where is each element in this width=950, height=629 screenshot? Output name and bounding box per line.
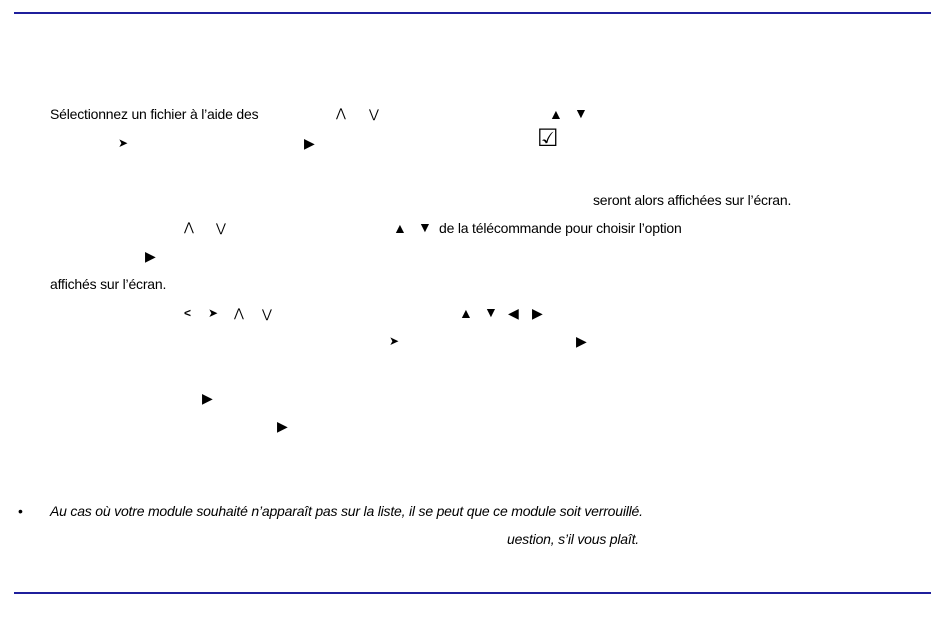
- instruction-text-remote-choose-option: de la télécommande pour choisir l’option: [439, 220, 682, 236]
- bottom-rule: [14, 592, 931, 594]
- triangle-up-icon: ▲: [459, 305, 473, 321]
- right-chevron-icon: ➤: [389, 334, 400, 348]
- instruction-text-select-file: Sélectionnez un fichier à l’aide des: [50, 106, 259, 122]
- right-chevron-icon: ➤: [118, 136, 129, 150]
- down-chevron-icon: ⋁: [369, 107, 379, 121]
- up-chevron-icon: ⋀: [234, 306, 244, 320]
- checkbox-checked-icon: ☑: [537, 125, 559, 152]
- triangle-right-icon: ▶: [576, 333, 587, 349]
- triangle-right-icon: ▶: [277, 418, 288, 434]
- note-bullet: •: [18, 503, 23, 519]
- right-chevron-icon: ➤: [208, 306, 219, 320]
- up-chevron-icon: ⋀: [184, 220, 194, 234]
- triangle-right-icon: ▶: [304, 135, 315, 151]
- left-chevron-icon: <: [184, 306, 192, 320]
- triangle-up-icon: ▲: [549, 106, 563, 122]
- triangle-down-icon: ▼: [574, 105, 588, 121]
- triangle-down-icon: ▼: [418, 219, 432, 235]
- note-please-continued: uestion, s’il vous plaît.: [507, 531, 639, 547]
- triangle-down-icon: ▼: [484, 304, 498, 320]
- triangle-up-icon: ▲: [393, 220, 407, 236]
- up-chevron-icon: ⋀: [336, 106, 346, 120]
- note-module-locked: Au cas où votre module souhaité n’apparaît pas sur la liste, il se peut que ce module soit verrouillé.: [50, 503, 643, 519]
- triangle-right-icon: ▶: [532, 305, 543, 321]
- instruction-text-options-displayed: seront alors affichées sur l’écran.: [593, 192, 792, 208]
- down-chevron-icon: ⋁: [216, 221, 226, 235]
- triangle-left-icon: ◀: [508, 305, 519, 321]
- triangle-right-icon: ▶: [202, 390, 213, 406]
- instruction-text-displayed-on-screen: affichés sur l’écran.: [50, 276, 167, 292]
- top-rule: [14, 12, 931, 14]
- down-chevron-icon: ⋁: [262, 307, 272, 321]
- triangle-right-icon: ▶: [145, 248, 156, 264]
